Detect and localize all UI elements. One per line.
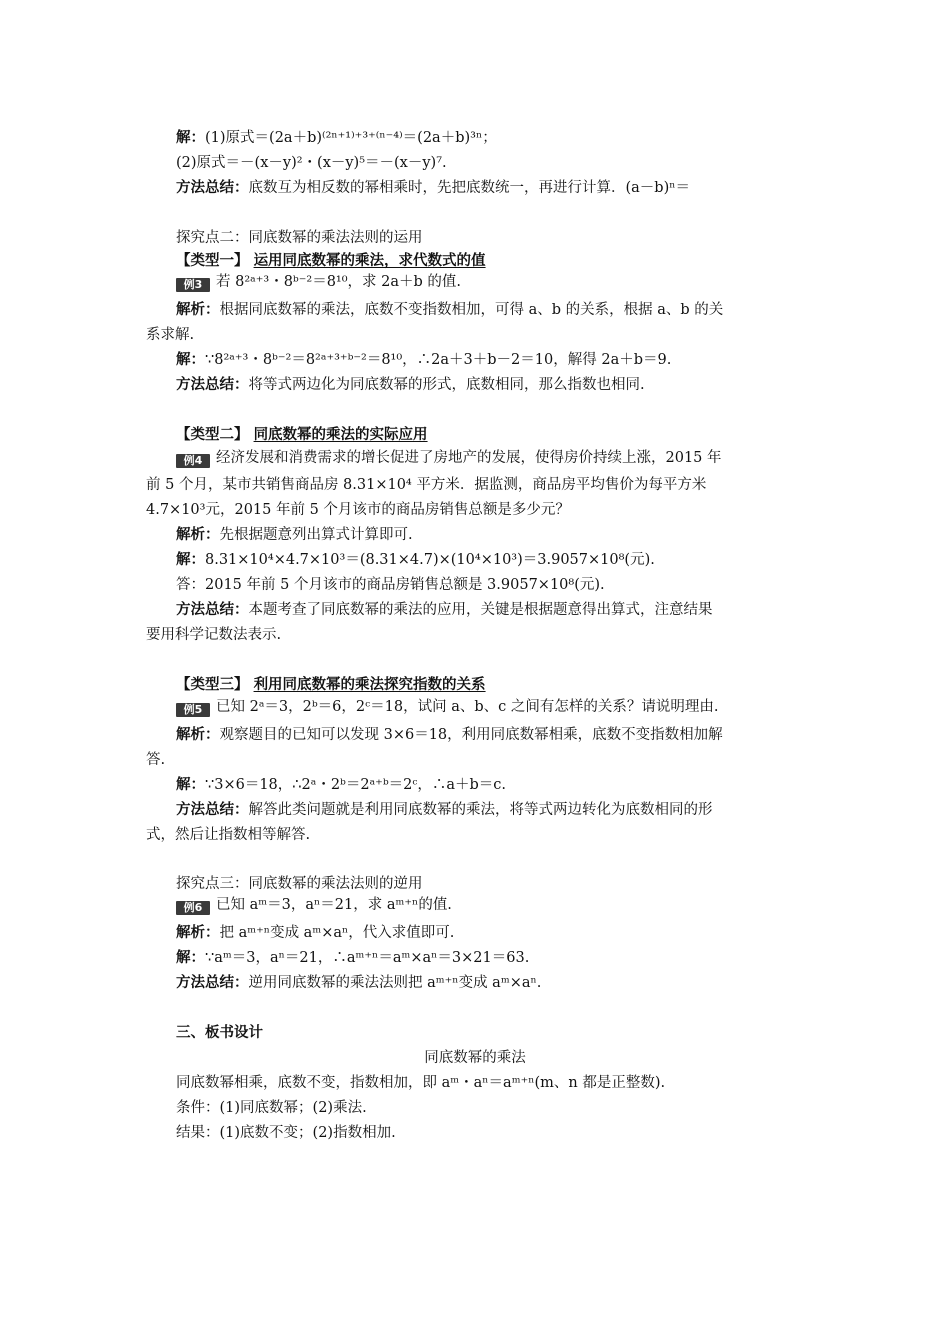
example-badge: 例6 bbox=[176, 901, 210, 915]
line-text: 答：2015 年前 5 个月该市的商品房销售总额是 3.9057×10⁸(元). bbox=[176, 577, 605, 593]
line-text: 经济发展和消费需求的增长促进了房地产的发展，使得房价持续上涨，2015 年 bbox=[216, 450, 722, 466]
text-line-7 bbox=[176, 300, 723, 320]
line-label: 解： bbox=[176, 777, 205, 793]
type-heading-title: 运用同底数幂的乘法，求代数式的值 bbox=[253, 253, 486, 269]
line-text: 底数互为相反数的幂相乘时，先把底数统一，再进行计算．(a－b)ⁿ＝ bbox=[248, 180, 691, 196]
line-label: 解析： bbox=[176, 527, 220, 543]
text-line-31 bbox=[176, 973, 541, 993]
line-text: 若 8²ᵃ⁺³・8ᵇ⁻²＝8¹⁰，求 2a＋b 的值. bbox=[216, 274, 462, 290]
line-text: 8.31×10⁴×4.7×10³＝(8.31×4.7)×(10⁴×10³)＝3.9057×10⁸(元). bbox=[205, 552, 655, 568]
text-line-36 bbox=[176, 1123, 396, 1143]
text-line-13 bbox=[146, 475, 706, 495]
example-badge: 例5 bbox=[176, 703, 210, 717]
text-line-1 bbox=[176, 128, 497, 148]
type-heading-bracket: 【类型一】 bbox=[176, 253, 249, 269]
line-text: 本题考查了同底数幂的乘法的应用，关键是根据题意得出算式，注意结果 bbox=[248, 602, 713, 618]
line-text: 4.7×10³元，2015 年前 5 个月该市的商品房销售总额是多少元？ bbox=[146, 502, 570, 518]
line-text: 根据同底数幂的乘法，底数不变指数相加，可得 a、b 的关系，根据 a、b 的关 bbox=[219, 302, 724, 318]
text-line-30 bbox=[176, 948, 529, 968]
text-line-9 bbox=[176, 350, 671, 370]
line-label: 解： bbox=[176, 552, 205, 568]
line-text: 逆用同底数幂的乘法法则把 aᵐ⁺ⁿ变成 aᵐ×aⁿ. bbox=[248, 975, 542, 991]
line-text: ∵8²ᵃ⁺³・8ᵇ⁻²＝8²ᵃ⁺³⁺ᵇ⁻²＝8¹⁰，∴2a＋3＋b－2＝10，解得 2a＋b＝9. bbox=[205, 352, 672, 368]
text-line-6 bbox=[176, 272, 461, 292]
text-line-29 bbox=[176, 923, 454, 943]
type-heading-bracket: 【类型二】 bbox=[176, 427, 249, 443]
line-text: 条件：(1)同底数幂；(2)乘法. bbox=[176, 1100, 367, 1116]
line-text: 结果：(1)底数不变；(2)指数相加. bbox=[176, 1125, 396, 1141]
line-text: 系求解. bbox=[146, 327, 195, 343]
line-text: 解答此类问题就是利用同底数幂的乘法，将等式两边转化为底数相同的形 bbox=[248, 802, 713, 818]
text-line-16 bbox=[176, 550, 655, 570]
text-line-32 bbox=[176, 1023, 263, 1043]
text-line-10 bbox=[176, 375, 645, 395]
line-label: 解： bbox=[176, 352, 205, 368]
line-text: 已知 2ᵃ＝3，2ᵇ＝6，2ᶜ＝18，试问 a、b、c 之间有怎样的关系？请说明理由. bbox=[216, 699, 719, 715]
line-text: 把 aᵐ⁺ⁿ变成 aᵐ×aⁿ，代入求值即可. bbox=[219, 925, 455, 941]
line-label: 解析： bbox=[176, 302, 220, 318]
example-badge: 例4 bbox=[176, 454, 210, 468]
line-text: (1)原式＝(2a＋b)⁽²ⁿ⁺¹⁾⁺³⁺⁽ⁿ⁻⁴⁾＝(2a＋b)³ⁿ； bbox=[205, 130, 497, 146]
line-label: 解析： bbox=[176, 925, 220, 941]
text-line-23 bbox=[146, 750, 165, 770]
line-label: 方法总结： bbox=[176, 602, 249, 618]
text-line-35 bbox=[176, 1098, 367, 1118]
text-line-34 bbox=[176, 1073, 665, 1093]
text-line-3 bbox=[176, 178, 690, 198]
text-line-14 bbox=[146, 500, 570, 520]
type-heading-title: 利用同底数幂的乘法探究指数的关系 bbox=[253, 677, 486, 693]
text-line-2 bbox=[176, 153, 447, 173]
type-heading-bracket: 【类型三】 bbox=[176, 677, 249, 693]
text-line-33 bbox=[0, 1048, 950, 1068]
line-label: 解析： bbox=[176, 727, 220, 743]
text-line-12 bbox=[176, 448, 722, 468]
text-line-18 bbox=[176, 600, 713, 620]
line-text: 将等式两边化为同底数幂的形式，底数相同，那么指数也相同. bbox=[248, 377, 645, 393]
text-line-26 bbox=[146, 825, 310, 845]
text-line-25 bbox=[176, 800, 713, 820]
text-line-15 bbox=[176, 525, 413, 545]
text-line-17 bbox=[176, 575, 605, 595]
line-text: 前 5 个月，某市共销售商品房 8.31×10⁴ 平方米．据监测，商品房平均售价为每平方米 bbox=[146, 477, 707, 493]
text-line-22 bbox=[176, 725, 723, 745]
text-line-11 bbox=[176, 425, 428, 445]
line-text: 三、板书设计 bbox=[176, 1025, 263, 1041]
line-label: 方法总结： bbox=[176, 377, 249, 393]
line-text: (2)原式＝－(x－y)²・(x－y)⁵＝－(x－y)⁷. bbox=[176, 155, 447, 171]
line-label: 解： bbox=[176, 950, 205, 966]
line-text: 答. bbox=[146, 752, 166, 768]
line-label: 方法总结： bbox=[176, 975, 249, 991]
line-text: 观察题目的已知可以发现 3×6＝18，利用同底数幂相乘，底数不变指数相加解 bbox=[219, 727, 723, 743]
line-text: 探究点二：同底数幂的乘法法则的运用 bbox=[176, 230, 423, 246]
example-badge: 例3 bbox=[176, 278, 210, 292]
line-text: 式，然后让指数相等解答. bbox=[146, 827, 311, 843]
line-text: 探究点三：同底数幂的乘法法则的逆用 bbox=[176, 876, 423, 892]
line-label: 解： bbox=[176, 130, 205, 146]
text-line-21 bbox=[176, 697, 718, 717]
line-text: 同底数幂的乘法 bbox=[424, 1050, 526, 1066]
type-heading-title: 同底数幂的乘法的实际应用 bbox=[253, 427, 428, 443]
line-text: 要用科学记数法表示. bbox=[146, 627, 282, 643]
line-text: ∵aᵐ＝3，aⁿ＝21，∴aᵐ⁺ⁿ＝aᵐ×aⁿ＝3×21＝63. bbox=[205, 950, 530, 966]
line-text: 同底数幂相乘，底数不变，指数相加，即 aᵐ・aⁿ＝aᵐ⁺ⁿ(m、n 都是正整数). bbox=[176, 1075, 666, 1091]
text-line-5 bbox=[176, 251, 486, 271]
line-label: 方法总结： bbox=[176, 802, 249, 818]
text-line-27 bbox=[176, 874, 423, 894]
text-line-24 bbox=[176, 775, 506, 795]
text-line-20 bbox=[176, 675, 486, 695]
text-line-19 bbox=[146, 625, 281, 645]
text-line-8 bbox=[146, 325, 194, 345]
line-text: 先根据题意列出算式计算即可. bbox=[219, 527, 413, 543]
text-line-4 bbox=[176, 228, 423, 248]
line-label: 方法总结： bbox=[176, 180, 249, 196]
text-line-28 bbox=[176, 895, 452, 915]
line-text: ∵3×6＝18，∴2ᵃ・2ᵇ＝2ᵃ⁺ᵇ＝2ᶜ，∴a＋b＝c. bbox=[205, 777, 507, 793]
line-text: 已知 aᵐ＝3，aⁿ＝21，求 aᵐ⁺ⁿ的值. bbox=[216, 897, 452, 913]
